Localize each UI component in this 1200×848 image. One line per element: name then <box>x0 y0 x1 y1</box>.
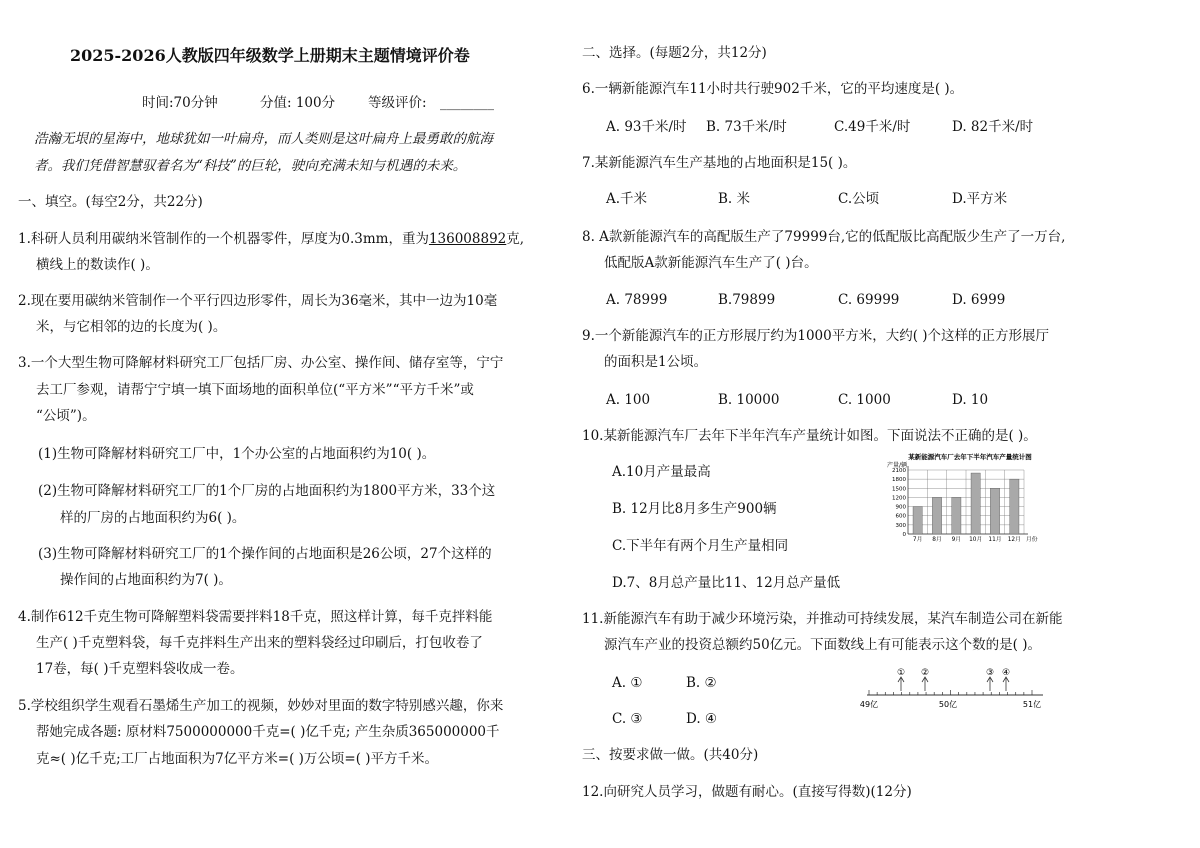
question-9-line-1: 9.一个新能源汽车的正方形展厅约为1000平方米，大约( )个这样的正方形展厅 <box>582 328 1050 344</box>
question-9-line-2: 的面积是1公顷。 <box>604 354 708 370</box>
question-3-1: (1)生物可降解材料研究工厂中，1个办公室的占地面积约为10( )。 <box>38 446 436 462</box>
question-8-line-1: 8. A款新能源汽车的高配版生产了79999台,它的低配版比高配版少生产了一万台, <box>582 229 1066 245</box>
numline-label-51: 51亿 <box>1022 700 1042 709</box>
question-2-line-2: 米，与它相邻的边的长度为( )。 <box>36 319 227 335</box>
marker-2-label: ② <box>920 668 930 678</box>
q8-option-d: D. 6999 <box>952 292 1006 308</box>
number-line-marker-2 <box>921 668 929 691</box>
chart-x-axis-label: 月份 <box>1026 537 1038 543</box>
section-3-heading: 三、按要求做一做。(共40分) <box>582 747 759 763</box>
chart-bar <box>1010 479 1019 534</box>
question-12: 12.向研究人员学习，做题有耐心。(直接写得数)(12分) <box>582 784 912 800</box>
q11-option-c: C. ③ <box>612 711 643 727</box>
question-5-line-1: 5.学校组织学生观看石墨烯生产加工的视频，妙妙对里面的数字特别感兴趣，你来 <box>18 698 504 714</box>
section-2-heading: 二、选择。(每题2分，共12分) <box>582 45 767 61</box>
chart-title: 某新能源汽车厂去年下半年汽车产量统计图 <box>908 453 1032 461</box>
q8-option-b: B.79899 <box>718 292 776 308</box>
question-3-2-line-2: 样的厂房的占地面积约为6( )。 <box>60 510 246 526</box>
question-4-line-3: 17卷，每( )千克塑料袋收成一卷。 <box>36 661 244 677</box>
question-8-line-2: 低配版A款新能源汽车生产了( )台。 <box>604 255 818 271</box>
exam-score: 分值: 100分 <box>260 95 336 111</box>
q6-option-c: C.49千米/时 <box>834 119 911 135</box>
question-4-line-1: 4.制作612千克生物可降解塑料袋需要拌料18千克，照这样计算，每千克拌料能 <box>18 609 493 625</box>
chart-y-tick-label: 1800 <box>892 477 906 484</box>
q8-option-c: C. 69999 <box>838 292 900 308</box>
q9-option-c: C. 1000 <box>838 392 891 408</box>
q10-option-c: C.下半年有两个月生产量相同 <box>612 538 789 554</box>
chart-bar <box>932 497 941 534</box>
q7-option-c: C.公顷 <box>838 191 880 207</box>
chart-y-tick-label: 0 <box>902 532 906 538</box>
question-3-2-line-1: (2)生物可降解材料研究工厂的1个厂房的占地面积约为1800平方米，33个这 <box>38 483 496 499</box>
chart-bar <box>990 488 999 534</box>
q11-option-a: A. ① <box>612 675 643 691</box>
chart-bar <box>952 497 961 534</box>
marker-3-label: ③ <box>985 668 995 678</box>
chart-x-tick-label: 9月 <box>951 537 962 543</box>
grade-blank: ________ <box>440 95 494 111</box>
chart-y-tick-label: 900 <box>895 504 906 511</box>
q11-option-b: B. ② <box>686 675 717 691</box>
q11-option-d: D. ④ <box>686 711 718 727</box>
question-3-line-1: 3.一个大型生物可降解材料研究工厂包括厂房、办公室、操作间、储存室等，宁宁 <box>18 355 504 371</box>
question-3-line-2: 去工厂参观，请帮宁宁填一填下面场地的面积单位(“平方米”“平方千米”或 <box>36 382 474 398</box>
q6-option-d: D. 82千米/时 <box>952 119 1034 135</box>
number-line-ticks <box>869 690 1032 695</box>
q8-option-a: A. 78999 <box>606 292 668 308</box>
q9-option-d: D. 10 <box>952 392 989 408</box>
chart-bar <box>913 507 922 534</box>
chart-y-axis-label: 产量/辆 <box>887 462 908 469</box>
section-1-heading: 一、填空。(每空2分，共22分) <box>18 194 203 210</box>
intro-line-2: 者。我们凭借智慧驭着名为“科技”的巨轮，驶向充满未知与机遇的未来。 <box>34 158 467 174</box>
chart-bar <box>971 473 980 534</box>
chart-y-tick-label: 1500 <box>892 486 906 493</box>
q10-option-a: A.10月产量最高 <box>612 464 711 480</box>
question-10: 10.某新能源汽车厂去年下半年汽车产量统计如图。下面说法不正确的是( )。 <box>582 428 1037 444</box>
q1-text-b: 克, <box>506 231 525 247</box>
number-line-marker-1 <box>897 668 905 691</box>
chart-x-tick-label: 12月 <box>1007 537 1021 543</box>
q10-option-d: D.7、8月总产量比11、12月总产量低 <box>612 575 841 591</box>
q7-option-d: D.平方米 <box>952 191 1008 207</box>
question-3-3-line-1: (3)生物可降解材料研究工厂的1个操作间的占地面积是26公顷，27个这样的 <box>38 546 492 562</box>
q9-option-a: A. 100 <box>606 392 651 408</box>
production-bar-chart <box>884 452 1056 544</box>
chart-x-tick-label: 7月 <box>912 537 923 543</box>
chart-x-tick-label: 11月 <box>988 537 1002 543</box>
chart-x-tick-label: 10月 <box>969 537 983 543</box>
chart-y-tick-label: 600 <box>895 513 906 520</box>
numline-label-50: 50亿 <box>938 700 958 709</box>
chart-x-tick-label: 8月 <box>932 537 942 543</box>
q7-option-b: B. 米 <box>718 191 751 207</box>
question-1-line-2: 横线上的数读作( )。 <box>36 257 159 273</box>
question-7: 7.某新能源汽车生产基地的占地面积是15( )。 <box>582 155 857 171</box>
q9-option-b: B. 10000 <box>718 392 780 408</box>
marker-4-label: ④ <box>1001 668 1011 678</box>
question-11-line-1: 11.新能源汽车有助于减少环境污染，并推动可持续发展，某汽车制造公司在新能 <box>582 611 1063 627</box>
number-line-marker-3 <box>986 668 994 691</box>
number-line-marker-4 <box>1002 668 1010 691</box>
question-2-line-1: 2.现在要用碳纳米管制作一个平行四边形零件，周长为36毫米，其中一边为10毫 <box>18 293 498 309</box>
question-3-3-line-2: 操作间的占地面积约为7( )。 <box>60 572 232 588</box>
number-line <box>855 664 1055 712</box>
q1-underlined-number: 136008892 <box>428 231 507 247</box>
question-1-line-1 <box>18 230 524 248</box>
question-3-line-3: “公顷”)。 <box>36 408 96 424</box>
question-5-line-3: 克≈( )亿千克;工厂占地面积为7亿平方米=( )万公顷=( )平方千米。 <box>36 751 439 767</box>
page-title: 2025-2026人教版四年级数学上册期末主题情境评价卷 <box>70 46 470 65</box>
numline-label-49: 49亿 <box>859 700 879 709</box>
q6-option-b: B. 73千米/时 <box>706 119 787 135</box>
q1-text-a: 1.科研人员利用碳纳米管制作的一个机器零件，厚度为0.3mm，重为 <box>18 231 429 247</box>
chart-y-tick-label: 2100 <box>892 468 906 474</box>
chart-y-tick-label: 1200 <box>892 495 906 502</box>
question-6: 6.一辆新能源汽车11小时共行驶902千米，它的平均速度是( )。 <box>582 81 964 97</box>
grade-label: 等级评价: <box>368 95 427 111</box>
question-11-line-2: 源汽车产业的投资总额约50亿元。下面数线上有可能表示这个数的是( )。 <box>604 637 1042 653</box>
intro-line-1: 浩瀚无垠的星海中，地球犹如一叶扁舟，而人类则是这叶扁舟上最勇敢的航海 <box>34 131 493 147</box>
q10-option-b: B. 12月比8月多生产900辆 <box>612 501 777 517</box>
chart-y-tick-label: 300 <box>895 522 906 529</box>
q7-option-a: A.千米 <box>606 191 648 207</box>
q6-option-a: A. 93千米/时 <box>606 119 687 135</box>
marker-1-label: ① <box>896 668 906 678</box>
question-5-line-2: 帮她完成各题: 原材料7500000000千克=( )亿千克; 产生杂质365000000千 <box>36 724 500 740</box>
exam-time: 时间:70分钟 <box>142 95 218 111</box>
question-4-line-2: 生产( )千克塑料袋，每千克拌料生产出来的塑料袋经过印刷后，打包收卷了 <box>36 635 483 651</box>
